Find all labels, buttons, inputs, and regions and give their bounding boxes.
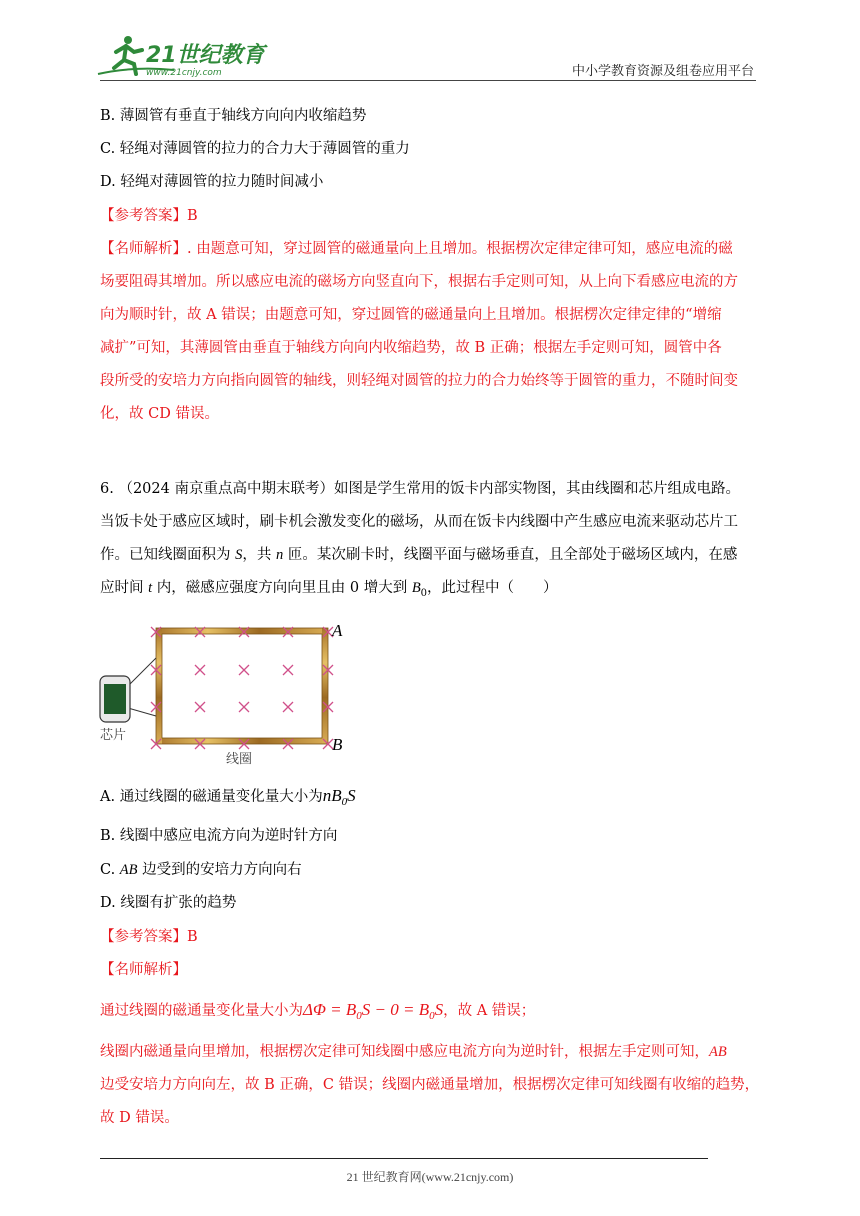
coil-figure (98, 618, 358, 773)
q5-analysis-line: 【名师解析】. 由题意可知，穿过圆管的磁通量向上且增加。根据楞次定律定律可知，感应电流的磁 (100, 241, 733, 257)
q5-option-b: B. 薄圆管有垂直于轴线方向向内收缩趋势 (100, 108, 367, 124)
subscript: 0 (356, 1009, 362, 1022)
q6-stem-line (100, 572, 760, 610)
q5-analysis (100, 233, 760, 431)
var-n: n (275, 547, 284, 563)
q6-option-c (100, 860, 302, 880)
q5-analysis-line: 化，故 CD 错误。 (100, 406, 219, 422)
text-run: ，共 (242, 547, 276, 563)
q6-stem-line: 6. （2024 南京重点高中期末联考）如图是学生常用的饭卡内部实物图，其由线圈和芯片组成电路。 (100, 481, 740, 497)
label-b: B (332, 735, 343, 754)
subscript: 0 (420, 587, 428, 599)
q6-analysis-line: 边受安培力方向向左，故 B 正确，C 错误；线圈内磁通量增加，根据楞次定律可知线圈有收缩的趋势， (100, 1077, 760, 1093)
magnetic-field-crosses (151, 627, 333, 749)
subscript: 0 (429, 1009, 435, 1022)
label-a: A (332, 621, 343, 640)
text-run: 线圈内磁通量向里增加，根据楞次定律可知线圈中感应电流方向为逆时针，根据左手定则可知， (100, 1044, 709, 1060)
q6-option-d: D. 线圈有扩张的趋势 (100, 895, 237, 911)
site-logo (94, 30, 269, 82)
footer-divider (100, 1158, 708, 1159)
text-run: 内，磁感应强度方向向里且由 0 增大到 (152, 580, 412, 596)
q5-analysis-line: 段所受的安培力方向指向圆管的轴线，则轻绳对圆管的拉力的合力始终等于圆管的重力，不随时间变 (100, 373, 738, 389)
footer-text: 21 世纪教育网(www.21cnjy.com) (346, 1170, 514, 1184)
text-run: ，故 A 错误； (443, 1003, 536, 1019)
text-run: A. 通过线圈的磁通量变化量大小为 (100, 789, 323, 805)
var-ab: AB (119, 862, 138, 878)
q6-analysis-line1 (100, 1000, 535, 1026)
q6-stem (100, 473, 760, 610)
label-coil: 线圈 (226, 752, 253, 767)
q5-analysis-line: 减扩”可知，其薄圆管由垂直于轴线方向向内收缩趋势，故 B 正确；根据左手定则可知，圆管中各 (100, 340, 722, 356)
chip (100, 658, 156, 722)
q5-option-d: D. 轻绳对薄圆管的拉力随时间减小 (100, 174, 324, 190)
logo-url: www.21cnjy.com (146, 68, 222, 78)
math-run: ΔΦ = B (303, 1000, 357, 1019)
coil-loop (156, 628, 328, 744)
math-run: S (434, 1000, 444, 1019)
q6-analysis-body (100, 1036, 760, 1135)
q6-stem-line (100, 539, 760, 572)
q5-analysis-line: 向为顺时针，故 A 错误；由题意可知，穿过圆管的磁通量向上且增加。根据楞次定律定律的“增缩 (100, 307, 722, 323)
q5-answer: 【参考答案】B (100, 208, 198, 224)
label-chip: 芯片 (100, 728, 127, 743)
var-t: t (148, 580, 153, 596)
text-run: ，此过程中（ ） (427, 580, 558, 596)
q5-option-c: C. 轻绳对薄圆管的拉力的合力大于薄圆管的重力 (100, 141, 410, 157)
logo-text: 21世纪教育 (146, 43, 265, 68)
q6-option-b: B. 线圈中感应电流方向为逆时针方向 (100, 828, 338, 844)
q5-analysis-line: 场要阻碍其增加。所以感应电流的磁场方向竖直向下，根据右手定则可知，从上向下看感应电流的方 (100, 274, 738, 290)
text-run: 应时间 (100, 580, 149, 596)
var-ab: AB (709, 1044, 727, 1060)
var-b0: B (411, 580, 421, 596)
subscript: 0 (341, 795, 348, 808)
q6-stem-line: 当饭卡处于感应区域时，刷卡机会激发变化的磁场，从而在饭卡内线圈中产生感应电流来驱动芯片工 (100, 514, 738, 530)
math-run: S − 0 = B (361, 1000, 430, 1019)
var-s: S (235, 547, 243, 563)
q6-analysis-line: 故 D 错误。 (100, 1110, 179, 1126)
header-platform-text: 中小学教育资源及组卷应用平台 (571, 64, 754, 79)
text-run: 作。已知线圈面积为 (100, 547, 236, 563)
q6-answer: 【参考答案】B (100, 929, 198, 945)
text-run: 边受到的安培力方向向右 (137, 862, 302, 878)
text-run: 通过线圈的磁通量变化量大小为 (100, 1003, 303, 1019)
q6-option-a (100, 786, 356, 812)
text-run: C. (100, 862, 120, 878)
q6-analysis-title: 【名师解析】 (100, 962, 187, 978)
header-divider (100, 80, 756, 81)
math-run: S (347, 786, 356, 805)
q6-analysis-line (100, 1036, 760, 1069)
text-run: 匝。某次刷卡时，线圈平面与磁场垂直，且全部处于磁场区域内，在感 (283, 547, 738, 563)
math-run: nB (322, 786, 342, 805)
